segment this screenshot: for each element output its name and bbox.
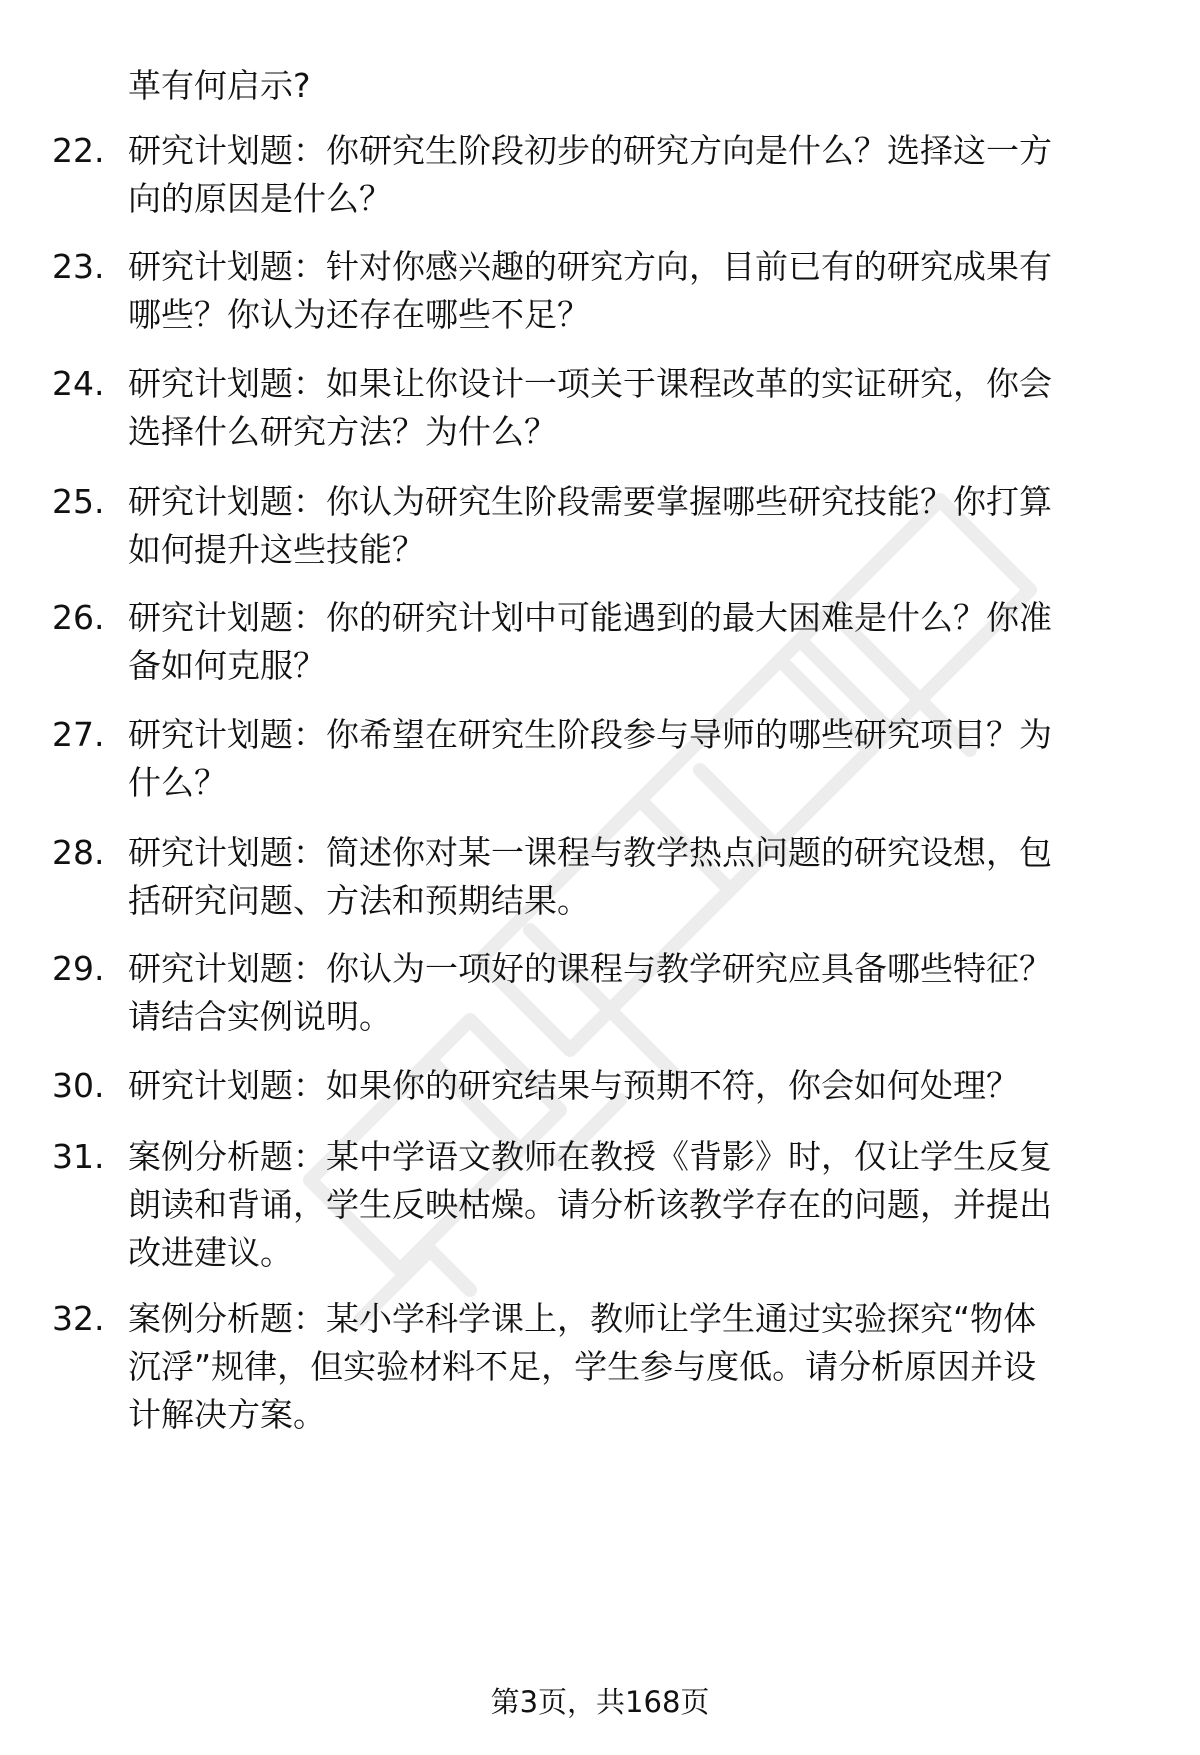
question-number: 24.: [52, 364, 105, 403]
question-line: 朗读和背诵，学生反映枯燥。请分析该教学存在的问题，并提出: [128, 1185, 1052, 1224]
question-text: [128, 1295, 1158, 1439]
question-line: 什么？: [128, 763, 227, 802]
question-text: [128, 1062, 1158, 1110]
question-line: 如何提升这些技能？: [128, 530, 425, 569]
question-line: 研究计划题：你希望在研究生阶段参与导师的哪些研究项目？为: [128, 715, 1052, 754]
question-line: 案例分析题：某中学语文教师在教授《背影》时，仅让学生反复: [128, 1137, 1052, 1176]
question-line: 请结合实例说明。: [128, 997, 392, 1036]
question-line: 研究计划题：你认为一项好的课程与教学研究应具备哪些特征？: [128, 949, 1052, 988]
question-number: 30.: [52, 1066, 105, 1105]
question-line: 研究计划题：简述你对某一课程与教学热点问题的研究设想，包: [128, 833, 1052, 872]
question-number: 32.: [52, 1299, 105, 1338]
question-text: [128, 1133, 1158, 1277]
question-line: 研究计划题：如果你的研究结果与预期不符，你会如何处理？: [128, 1066, 1019, 1105]
question-line: 研究计划题：如果让你设计一项关于课程改革的实证研究，你会: [128, 364, 1052, 403]
question-number: 29.: [52, 949, 105, 988]
question-line: 研究计划题：你的研究计划中可能遇到的最大困难是什么？你准: [128, 598, 1052, 637]
question-number: 31.: [52, 1137, 105, 1176]
question-text: [128, 360, 1158, 456]
question-number: 23.: [52, 247, 105, 286]
question-line: 计解决方案。: [128, 1395, 326, 1434]
question-number: 27.: [52, 715, 105, 754]
question-number: 22.: [52, 131, 105, 170]
question-text: [128, 478, 1158, 574]
question-text: [128, 829, 1158, 925]
question-line: 研究计划题：你研究生阶段初步的研究方向是什么？选择这一方: [128, 131, 1052, 170]
question-line: 哪些？你认为还存在哪些不足？: [128, 295, 590, 334]
continuation-text: 革有何启示?: [128, 66, 311, 105]
question-line: 选择什么研究方法？为什么？: [128, 412, 557, 451]
question-line: 案例分析题：某小学科学课上，教师让学生通过实验探究“物体: [128, 1299, 1037, 1338]
question-line: 改进建议。: [128, 1233, 293, 1272]
question-line: 研究计划题：针对你感兴趣的研究方向，目前已有的研究成果有: [128, 247, 1052, 286]
question-number: 28.: [52, 833, 105, 872]
question-text: [128, 945, 1158, 1041]
question-text: [128, 243, 1158, 339]
question-text: [128, 127, 1158, 223]
question-line: 备如何克服？: [128, 646, 326, 685]
question-line: 研究计划题：你认为研究生阶段需要掌握哪些研究技能？你打算: [128, 482, 1052, 521]
page-footer: 第3页，共168页: [490, 1685, 710, 1719]
question-number: 26.: [52, 598, 105, 637]
question-text: [128, 594, 1158, 690]
question-line: 括研究问题、方法和预期结果。: [128, 881, 590, 920]
question-number: 25.: [52, 482, 105, 521]
question-line: 向的原因是什么？: [128, 179, 392, 218]
question-text: [128, 711, 1158, 807]
question-line: 沉浮”规律，但实验材料不足，学生参与度低。请分析原因并设: [128, 1347, 1037, 1386]
